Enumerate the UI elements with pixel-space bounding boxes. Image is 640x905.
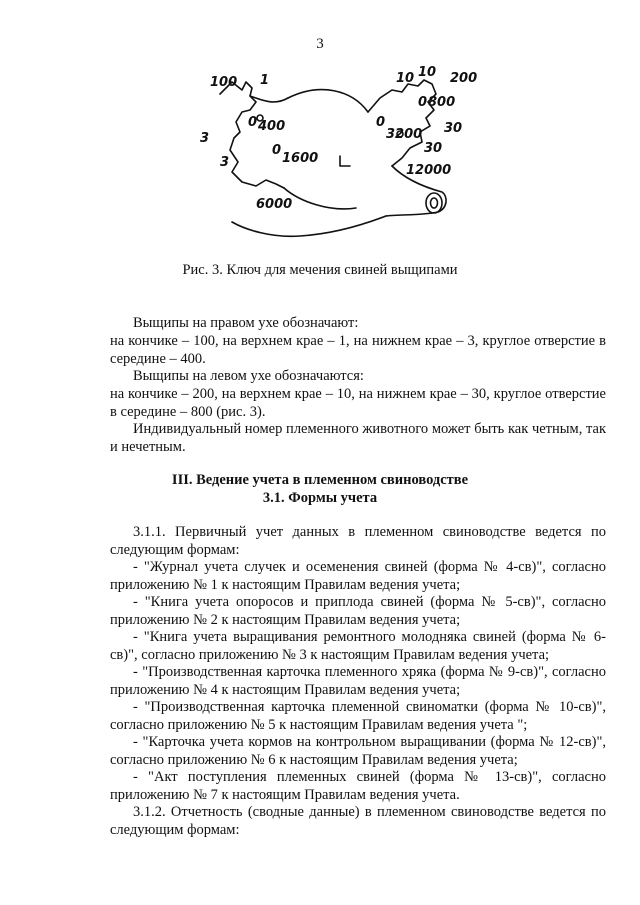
form-item: - "Производственная карточка племенной свиноматки (форма № 10-св)", согласно приложению № 5 к настоящим Правилам ведения учета "; (110, 699, 606, 733)
label-center: 1600 (282, 151, 319, 166)
form-item: - "Книга учета выращивания ремонтного молодняка свиней (форма № 6-св)", согласно приложению № 3 к настоящим Правилам ведения учета; (110, 629, 606, 663)
label-right-ear-upper: 1 (260, 73, 270, 88)
right-ear-heading: Выщипы на правом ухе обозначают: (133, 315, 359, 331)
label-center-right: 3200 (386, 127, 423, 142)
right-ear-text: на кончике – 100, на верхнем крае – 1, на нижнем крае – 3, круглое отверстие в середине – 400. (110, 333, 606, 367)
subsection-title: 3.1. Формы учета (262, 490, 378, 506)
form-item: - "Карточка учета кормов на контрольном выращивании (форма № 12-св)", согласно приложению № 6 к настоящим Правилам ведения учета; (110, 734, 606, 768)
form-item: - "Книга учета опоросов и приплода свиней (форма № 5-св)", согласно приложению № 2 к настоящим Правилам ведения учета; (110, 594, 606, 628)
form-item: - "Акт поступления племенных свиней (форма № 13-св)", согласно приложению № 7 к настоящим Правилам ведения учета. (110, 769, 606, 803)
label-left-ear-tip: 200 (450, 71, 478, 86)
label-left-ear-hole-marker: 0 (418, 95, 428, 110)
label-bottom: 6000 (256, 197, 293, 212)
section-title: III. Ведение учета в племенном свиноводстве (171, 472, 469, 488)
label-center-hole-marker: 0 (272, 143, 282, 158)
individual-number-paragraph: Индивидуальный номер племенного животного может быть как четным, так и нечетным. (110, 421, 606, 455)
label-left-ear-hole2-marker: 0 (376, 115, 386, 130)
pig-marking-diagram (180, 62, 480, 257)
paragraph-3-1-2: 3.1.2. Отчетность (сводные данные) в племенном свиноводстве ведется по следующим формам: (110, 804, 606, 838)
label-right-ear-hole-marker: 0 (248, 115, 258, 130)
left-ear-text: на кончике – 200, на верхнем крае – 10, на нижнем крае – 30, круглое отверстие в середине – 800 (рис. 3). (110, 386, 606, 420)
page-number: 3 (316, 36, 324, 52)
form-item: - "Журнал учета случек и осеменения свиней (форма № 4-св)", согласно приложению № 1 к настоящим Правилам ведения учета; (110, 559, 606, 593)
label-right-ear-lower-b: 3 (220, 155, 230, 170)
pig-head-drawing (180, 62, 480, 257)
form-item: - "Производственная карточка племенного хряка (форма № 9-св)", согласно приложению № 4 к настоящим Правилам ведения учета; (110, 664, 606, 698)
label-left-ear-lower-a: 30 (444, 121, 463, 136)
label-right-ear-tip: 100 (210, 75, 238, 90)
label-right-ear-hole: 400 (258, 119, 286, 134)
label-left-ear-upper-b: 10 (418, 65, 437, 80)
left-ear-heading: Выщипы на левом ухе обозначаются: (133, 368, 364, 384)
label-left-ear-lower-b: 30 (424, 141, 443, 156)
paragraph-3-1-1: 3.1.1. Первичный учет данных в племенном свиноводстве ведется по следующим формам: (110, 524, 606, 558)
label-snout-area: 12000 (406, 163, 452, 178)
figure-caption: Рис. 3. Ключ для мечения свиней выщипами (182, 262, 458, 278)
label-left-ear-hole: 800 (428, 95, 456, 110)
label-right-ear-lower-a: 3 (200, 131, 210, 146)
label-left-ear-upper-a: 10 (396, 71, 415, 86)
